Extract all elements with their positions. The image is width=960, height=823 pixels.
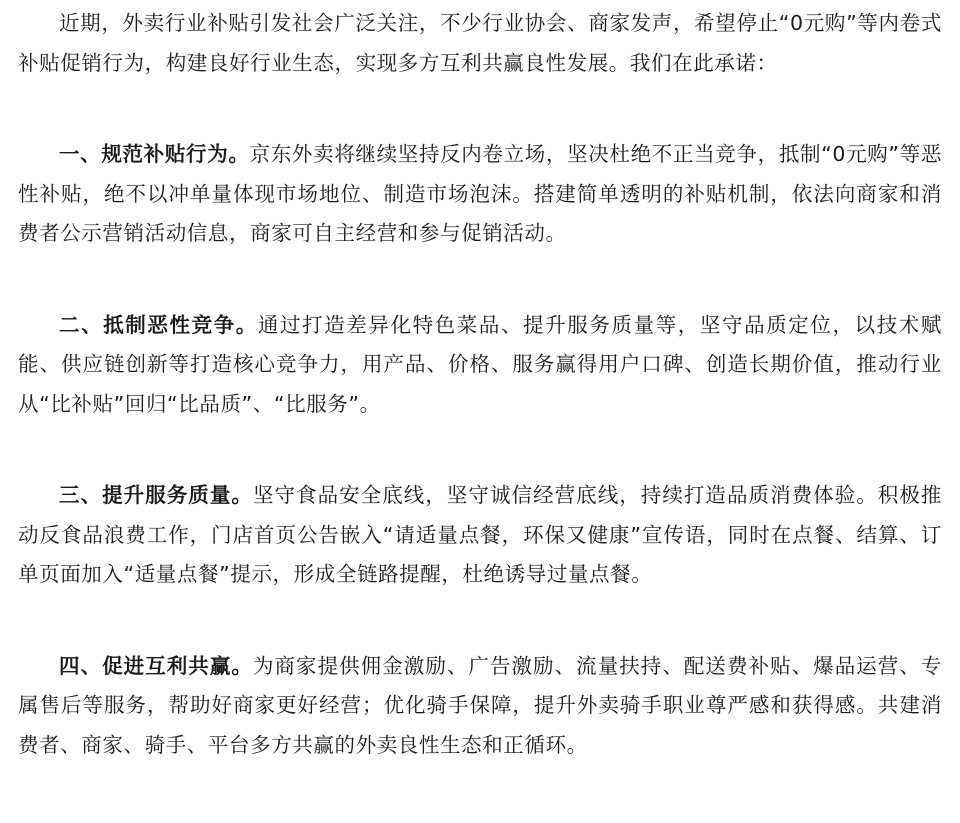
- intro-paragraph: 近期，外卖行业补贴引发社会广泛关注，不少行业协会、商家发声，希望停止“0元购”等内卷式补贴促销行为，构建良好行业生态，实现多方互利共赢良性发展。我们在此承诺：: [18, 11, 942, 75]
- commitment-body: 通过打造差异化特色菜品、提升服务质量等，坚守品质定位，以技术赋能、供应链创新等打造核心竞争力，用产品、价格、服务赢得用户口碑、创造长期价值，推动行业从“比补贴”回归“比品质”、“比服务”。: [18, 312, 942, 416]
- commitment-heading: 三、提升服务质量。: [59, 483, 253, 507]
- commitment-paragraph-4: [18, 647, 942, 766]
- commitment-paragraph-1: [18, 135, 942, 254]
- commitment-heading: 二、抵制恶性竞争。: [59, 312, 258, 337]
- paragraph-spacer: [18, 424, 942, 476]
- paragraph-spacer: [18, 595, 942, 647]
- commitment-paragraph-2: [18, 306, 942, 425]
- commitment-heading: 四、促进互利共赢。: [59, 653, 253, 678]
- commitment-body: 坚守食品安全底线，坚守诚信经营底线，持续打造品质消费体验。积极推动反食品浪费工作，门店首页公告嵌入“请适量点餐，环保又健康”宣传语，同时在点餐、结算、订单页面加入“适量点餐”提示，形成全链路提醒，杜绝诱导过量点餐。: [18, 483, 943, 586]
- commitment-heading: 一、规范补贴行为。: [59, 142, 250, 166]
- paragraph-spacer: [18, 254, 942, 306]
- paragraph-spacer: [18, 83, 942, 135]
- commitment-body: 京东外卖将继续坚持反内卷立场，坚决杜绝不正当竞争，抵制“0元购”等恶性补贴，绝不以冲单量体现市场地位、制造市场泡沫。搭建简单透明的补贴机制，依法向商家和消费者公示营销活动信息，商家可自主经营和参与促销活动。: [18, 142, 942, 245]
- commitment-body: 为商家提供佣金激励、广告激励、流量扶持、配送费补贴、爆品运营、专属售后等服务，帮助好商家更好经营；优化骑手保障，提升外卖骑手职业尊严感和获得感。共建消费者、商家、骑手、平台多方共赢的外卖良性生态和正循环。: [18, 653, 943, 757]
- commitment-paragraph-3: [18, 476, 942, 595]
